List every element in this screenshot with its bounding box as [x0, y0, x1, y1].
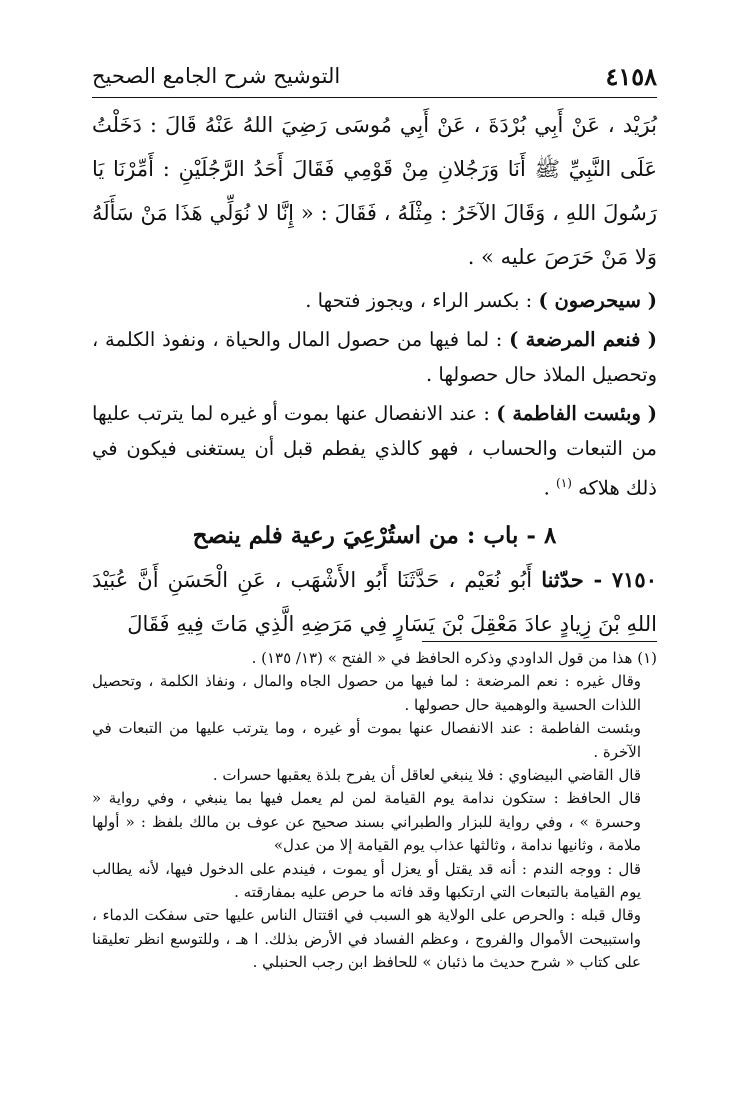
- term-sayahrisun: ( سيحرصون ): [538, 289, 657, 312]
- footnote-line: قال : ووجه الندم : أنه قد يقتل أو يعزل أو يموت ، فيندم على الدخول فيها، لأنه يطالب يوم القيامة بالتبعات التي ارتكبها وقد فاته ما حرص عليه بمفارقته .: [92, 859, 641, 902]
- footnote-line: وقال غيره : نعم المرضعة : لما فيها من حصول الجاه والمال ، ونفاذ الكلمة ، وتحصيل اللذات الحسية والوهمية حال حصولها .: [92, 672, 641, 714]
- main-text: [92, 103, 657, 646]
- hadith-7150: [92, 558, 657, 646]
- footnote-line: قال الحافظ : ستكون ندامة يوم القيامة لمن لم يعمل فيها بما ينبغي ، وفي رواية « وحسرة » ، وفي رواية للبزار والطبراني بسند صحيح عن عوف بن مالك بلفظ : « أولها ملامة ، وثانيها ندامة ، وثالثها عذاب يوم القيامة إلا من عدل»: [92, 789, 641, 855]
- footnote-line: قال القاضي البيضاوي : فلا ينبغي لعاقل أن يفرح بلذة يعقبها حسرات .: [212, 766, 641, 785]
- commentary-murdia: [92, 322, 657, 392]
- footnote-rule: [422, 641, 657, 642]
- running-title: التوشيح شرح الجامع الصحيح: [92, 64, 341, 88]
- footnote-line: وبئست الفاطمة : عند الانفصال عنها بموت أو غيره ، وما يترتب عليها من التبعات في الآخرة .: [92, 719, 641, 761]
- explanation-sayahrisun: : بكسر الراء ، ويجوز فتحها .: [305, 289, 539, 312]
- footnote-line: وقال قبله : والحرص على الولاية هو السبب في اقتتال الناس عليها حتى سفكت الدماء ، واستبيحت الأموال والفروج ، وعظم الفساد في الأرض بذلك. ا هـ ، وللتوسع انظر تعليقنا على كتاب « شرح حديث ما ذئبان » للحافظ ابن رجب الحنبلي .: [92, 906, 641, 972]
- hadith-text: بُرَيْد ، عَنْ أَبِي بُرْدَةَ ، عَنْ أَبِي مُوسَى رَضِيَ اللهُ عَنْهُ قَالَ : دَخَلْتُ عَلَى النَّبِيِّ ﷺ أَنَا وَرَجُلانِ مِنْ قَوْمِي فَقَالَ أَحَدُ الرَّجُلَيْنِ : أَمِّرْنَا يَا رَسُولَ اللهِ ، وَقَالَ الآخَرُ : مِثْلَهُ ، فَقَالَ : « إِنَّا لا نُوَلِّي هَذَا مَنْ سَأَلَهُ وَلا مَنْ حَرَصَ عليه » .: [92, 113, 657, 269]
- para-end: .: [543, 476, 557, 500]
- footnote-ref[interactable]: (١): [556, 476, 572, 490]
- footnotes: [92, 647, 657, 975]
- page-header: [92, 62, 657, 94]
- hadith-number: ٧١٥٠ - حدّثنا: [541, 566, 657, 592]
- hadith-7150-text: أَبُو نُعَيْم ، حَدَّثَنَا أَبُو الأَشْهَب ، عَنِ الْحَسَنِ أَنَّ عُبَيْدَ اللهِ بْنَ زِيادٍ عادَ مَعْقِلَ بْنَ يَسَارٍ فِي مَرَضِهِ الَّذِي مَاتَ فِيهِ فَقَالَ: [92, 567, 657, 636]
- term-fatima: ( وبئست الفاطمة ): [496, 402, 657, 425]
- term-murdia: ( فنعم المرضعة ): [509, 328, 657, 351]
- footnote-1: (١) هذا من قول الداودي وذكره الحافظ في « الفتح » (١٣/ ١٣٥) .: [251, 649, 657, 667]
- explanation-murdia: : لما فيها من حصول المال والحياة ، ونفوذ الكلمة ، وتحصيل الملاذ حال حصولها .: [92, 328, 657, 386]
- header-rule: [92, 97, 657, 98]
- commentary-fatima: [92, 396, 657, 506]
- commentary-sayahrisun: [92, 283, 657, 318]
- page-number: ٤١٥٨: [605, 62, 657, 91]
- explanation-fatima: : عند الانفصال عنها بموت أو غيره لما يترتب عليها من التبعات والحساب ، فهو كالذي يفطم قبل أن يستغنى فيكون في ذلك هلاكه: [92, 402, 657, 500]
- chapter-heading: ٨ - باب : من استُرْعِيَ رعية فلم ينصح: [192, 521, 557, 549]
